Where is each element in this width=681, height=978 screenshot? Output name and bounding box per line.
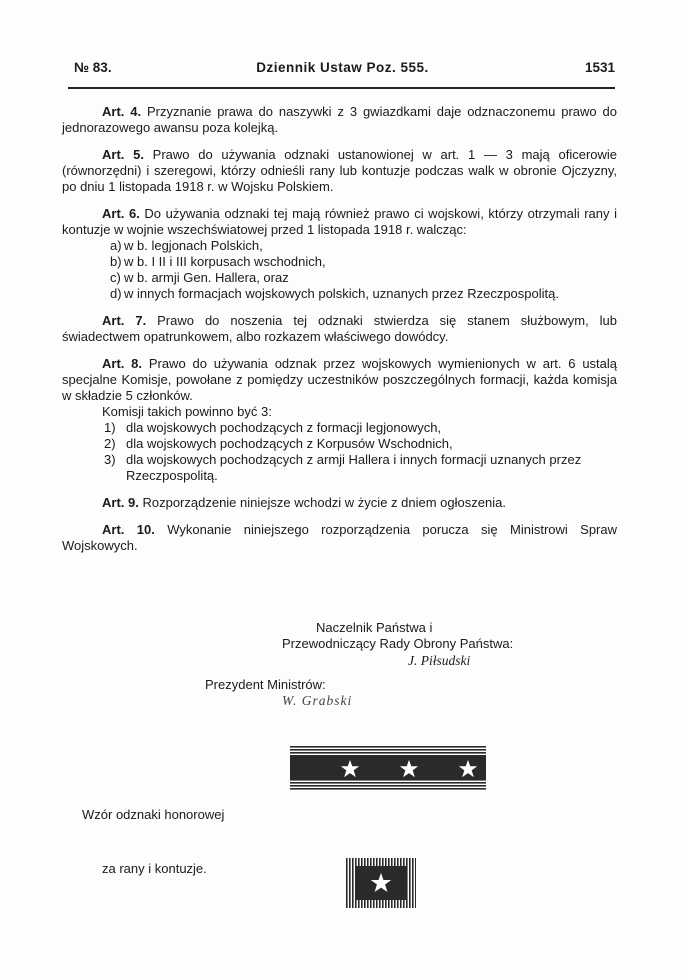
- ribbon-center-band: [290, 756, 486, 780]
- article-9: [62, 495, 617, 511]
- issue-number: № 83.: [74, 60, 112, 75]
- article-label: Art. 6.: [102, 206, 140, 221]
- list-item-text: dla wojskowych pochodzących z Korpusów Wschodnich,: [126, 436, 453, 451]
- prime-minister-title: Prezydent Ministrów:: [205, 677, 326, 692]
- list-marker: a): [110, 238, 122, 253]
- article-8-sub-intro: Komisji takich powinno być 3:: [102, 404, 272, 419]
- list-marker: 1): [104, 420, 116, 435]
- article-text: Do używania odznaki tej mają również prawo ci wojskowi, którzy otrzymali rany i kontuzje w wojnie wszechświatowej przed 1 listopada 1918 r. walcząc:: [62, 206, 617, 237]
- badge-ribbon-three-stars: [290, 746, 486, 790]
- article-5: [62, 147, 617, 195]
- badge-single-star: [346, 858, 416, 908]
- ribbon-graphic: [290, 746, 486, 790]
- list-marker: c): [110, 270, 121, 285]
- article-6-intro: [62, 206, 617, 238]
- list-item: [62, 254, 617, 270]
- document-body: [62, 104, 617, 565]
- list-marker: d): [110, 286, 122, 301]
- article-10: [62, 522, 617, 554]
- article-text: Prawo do używania odznaki ustanowionej w art. 1 — 3 mają oficerowie (równorzędni) i szeregowi, którzy odnieśli rany lub kontuzje podczas walk w obronie Ojczyzny, po dniu 1 listopada 1918 r. w Wojsku Polskiem.: [62, 147, 618, 194]
- list-item: [62, 270, 617, 286]
- list-marker: 2): [104, 436, 116, 451]
- article-6: [62, 206, 617, 302]
- article-label: Art. 5.: [102, 147, 144, 162]
- article-label: Art. 4.: [102, 104, 142, 119]
- list-item: [62, 238, 617, 254]
- list-item-text: w b. armji Gen. Hallera, oraz: [124, 270, 289, 285]
- single-badge-graphic: [346, 858, 416, 908]
- article-6-list: [62, 238, 617, 302]
- article-label: Art. 7.: [102, 313, 147, 328]
- list-item-text: w b. legjonach Polskich,: [124, 238, 263, 253]
- journal-title: Dziennik Ustaw Poz. 555.: [256, 60, 429, 75]
- signatory-title-line-2: Przewodniczący Rady Obrony Państwa:: [282, 636, 514, 651]
- article-text: Prawo do noszenia tej odznaki stwierdza się stanem służbowym, lub świadectwem opatrunkowem, albo rozkazem właściwego dowódcy.: [62, 313, 617, 344]
- article-8: [62, 356, 617, 484]
- page-header: [70, 60, 615, 82]
- list-marker: b): [110, 254, 122, 269]
- article-text: Rozporządzenie niniejsze wchodzi w życie z dniem ogłoszenia.: [142, 495, 506, 510]
- badge-caption-line-2: za rany i kontuzje.: [102, 861, 207, 876]
- article-4: [62, 104, 617, 136]
- list-item-text: dla wojskowych pochodzących z formacji legjonowych,: [126, 420, 442, 435]
- list-item-text: dla wojskowych pochodzących z armji Hallera i innych formacji uznanych przez Rzeczpospolitą.: [126, 452, 582, 483]
- list-item: [62, 286, 617, 302]
- article-label: Art. 9.: [102, 495, 139, 510]
- article-8-list: [62, 420, 617, 484]
- list-item: [62, 420, 617, 436]
- article-label: Art. 8.: [102, 356, 143, 371]
- list-marker: 3): [104, 452, 116, 467]
- article-8-intro: [62, 356, 617, 404]
- prime-minister-name: W. Grabski: [282, 693, 353, 708]
- badge-caption-line-1: Wzór odznaki honorowej: [82, 807, 225, 822]
- article-label: Art. 10.: [102, 522, 155, 537]
- list-item: [62, 436, 617, 452]
- article-7: [62, 313, 617, 345]
- list-item-text: w innych formacjach wojskowych polskich, uznanych przez Rzeczpospolitą.: [124, 286, 559, 301]
- article-text: Prawo do używania odznak przez wojskowych wymienionych w art. 6 ustalą specjalne Komisje, powołane z pomiędzy uczestników poszczególnych formacji, każda komisja w składzie 5 członków.: [62, 356, 618, 403]
- signatory-title-line-1: Naczelnik Państwa i: [316, 620, 433, 635]
- head-of-state-name: J. Piłsudski: [408, 653, 471, 668]
- article-text: Wykonanie niniejszego rozporządzenia porucza się Ministrowi Spraw Wojskowych.: [62, 522, 617, 553]
- list-item: [62, 452, 617, 484]
- head-of-state-signature-block: [282, 620, 513, 652]
- article-text: Przyznanie prawa do naszywki z 3 gwiazdkami daje odznaczonemu prawo do jednorazowego awansu poza kolejką.: [62, 104, 617, 135]
- list-item-text: w b. I II i III korpusach wschodnich,: [124, 254, 326, 269]
- page-number: 1531: [584, 60, 615, 75]
- header-rule: [68, 87, 615, 89]
